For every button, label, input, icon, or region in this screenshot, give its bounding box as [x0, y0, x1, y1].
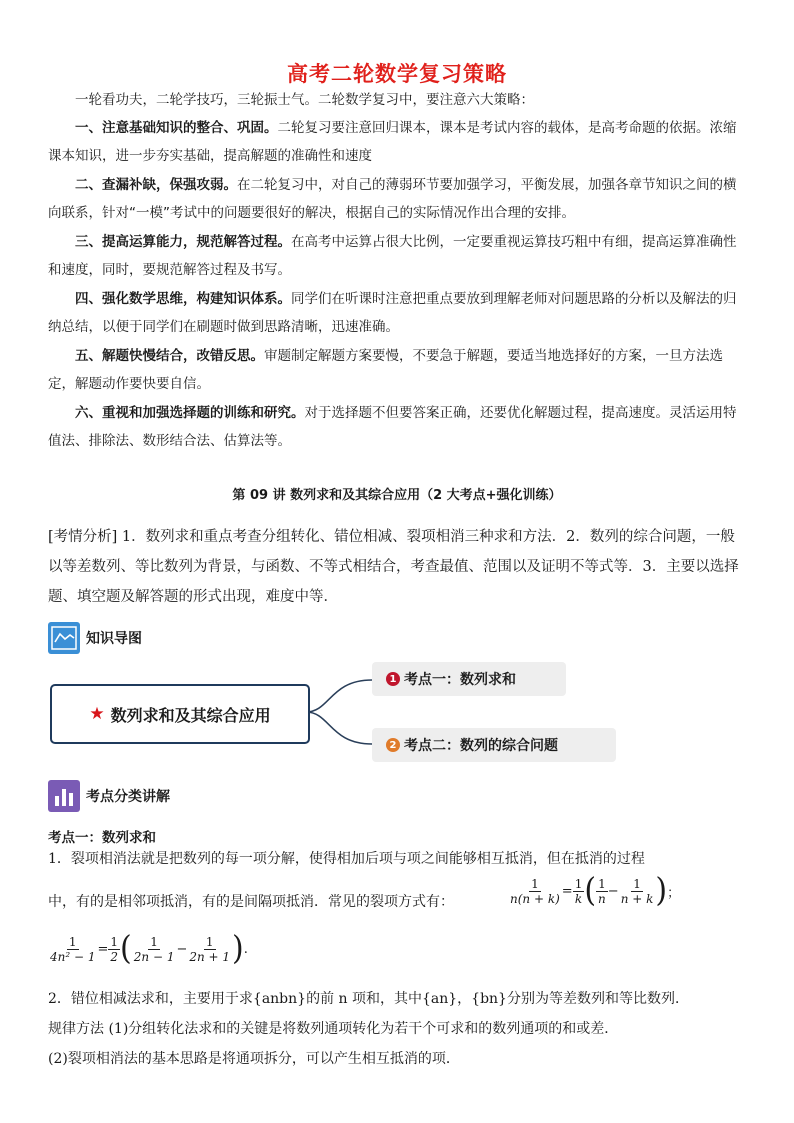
- mindmap-node-1: [372, 662, 566, 696]
- strategy-heading: 三、提高运算能力，规范解答过程。: [75, 234, 291, 250]
- strategy-text: 同学们在听课时注意把重点要放到理解老师对问题思路的分析以及解法的归纳总结，以便于同学们在刷题时做到思路清晰，迅速准确。: [48, 291, 737, 335]
- strategy-text: 二轮复习要注意回归课本，课本是考试内容的载体，是高考命题的依据。浓缩课本知识，进一步夯实基础，提高解题的准确性和速度: [48, 120, 737, 164]
- mindmap-node-2: [372, 728, 616, 762]
- formula-split-4n2: $\frac{1}{\text{4n² − 1}}$ = $\frac{1}{2}$ ( $\frac{1}{2n - 1}$ − $\frac{1}{2n + 1}$ ) .: [50, 929, 248, 968]
- section-label: 考点分类讲解: [86, 789, 170, 805]
- exam-analysis: [考情分析] 1．数列求和重点考查分组转化、错位相减、裂项相消三种求和方法．2．数列的综合问题，一般以等差数列、等比数列为背景，与函数、不等式相结合，考查最值、范围以及证明不等式等．3．主要以选择题、填空题及解答题的形式出现，难度中等．: [48, 529, 739, 605]
- mindmap-node-label: 考点二：数列的综合问题: [404, 738, 558, 754]
- section-point-explain: [48, 780, 170, 812]
- strategy-heading: 二、查漏补缺，保强攻弱。: [75, 177, 237, 193]
- body-line-1: 1．裂项相消法就是把数列的每一项分解，使得相加后项与项之间能够相互抵消，但在抵消的过程: [48, 851, 645, 867]
- body-line-4: 2．错位相减法求和，主要用于求{anbn}的前 n 项和，其中{an}，{bn}分别为等差数列和等比数列．: [48, 991, 689, 1007]
- strategy-text: 在高考中运算占很大比例，一定要重视运算技巧粗中有细，提高运算准确性和速度，同时，要规范解答过程及书写。: [48, 234, 737, 278]
- mindmap-root-label: 数列求和及其综合应用: [110, 705, 271, 725]
- strategy-heading: 六、重视和加强选择题的训练和研究。: [75, 405, 305, 421]
- intro-paragraph: 一轮看功夫，二轮学技巧，三轮振士气。二轮数学复习中，要注意六大策略：: [75, 92, 534, 108]
- star-icon: ★: [89, 704, 105, 724]
- bar-chart-icon: [48, 780, 80, 812]
- mindmap-node-label: 考点一：数列求和: [404, 672, 516, 688]
- body-line-6: (2)裂项相消法的基本思路是将通项拆分，可以产生相互抵消的项．: [48, 1051, 460, 1067]
- body-line-2: 中，有的是相邻项抵消，有的是间隔项抵消．常见的裂项方式有：: [48, 894, 454, 910]
- point1-title: 考点一：数列求和: [48, 830, 156, 846]
- strategy-text: 对于选择题不但要答案正确，还要优化解题过程，提高速度。灵活运用特值法、排除法、数形结合法、估算法等。: [48, 405, 737, 449]
- page-title: 高考二轮数学复习策略: [287, 62, 507, 86]
- strategy-text: 在二轮复习中，对自己的薄弱环节要加强学习，平衡发展，加强各章节知识之间的横向联系，针对“一模”考试中的问题要很好的解决，根据自己的实际情况作出合理的安排。: [48, 177, 737, 221]
- strategy-heading: 一、注意基础知识的整合、巩固。: [75, 120, 278, 136]
- number-badge: 2: [386, 738, 400, 752]
- strategy-heading: 四、强化数学思维，构建知识体系。: [75, 291, 291, 307]
- lecture-title: 第 09 讲 数列求和及其综合应用（2 大考点+强化训练）: [232, 488, 562, 503]
- formula-split-k: $\frac{1}{n(n + k)}$ = $\frac{1}{k}$ ( $\frac{1}{n}$ − $\frac{1}{n + k}$ ) ；: [510, 871, 681, 910]
- strategy-heading: 五、解题快慢结合，改错反思。: [75, 348, 264, 364]
- mindmap-root: [50, 684, 310, 744]
- section-label: 知识导图: [86, 631, 142, 647]
- strategy-text: 审题制定解题方案要慢，不要急于解题，要适当地选择好的方案，一旦方法选定，解题动作要快要自信。: [48, 348, 723, 392]
- number-badge: 1: [386, 672, 400, 686]
- body-line-5: 规律方法 (1)分组转化法求和的关键是将数列通项转化为若干个可求和的数列通项的和或差．: [48, 1021, 619, 1037]
